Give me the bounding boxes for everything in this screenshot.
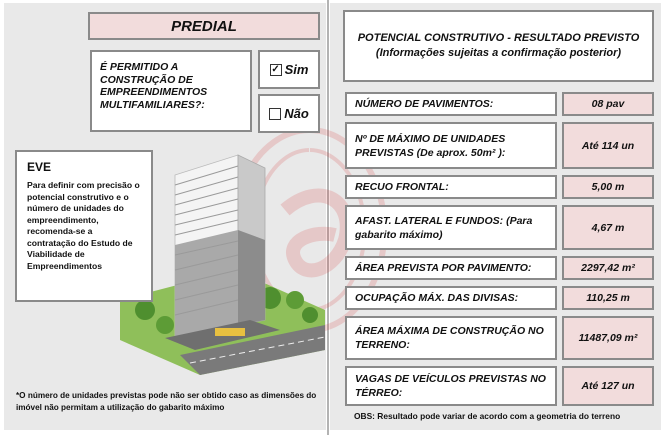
yes-checkbox-icon[interactable]: ✓: [271, 63, 280, 75]
row-value-recuo: 5,00 m: [562, 175, 654, 199]
eve-title: EVE: [27, 160, 52, 174]
option-yes-label: Sim: [284, 62, 309, 77]
row-value-ocupacao: 110,25 m: [562, 286, 654, 310]
eve-description: Para definir com precisão o potencial construtivo e o número de unidades do empreendimento, recomenda-se a contratação do Estudo de Viabilidade de Empreendimentos: [27, 180, 140, 271]
option-no-label: Não: [284, 106, 309, 121]
predial-header: PREDIAL: [88, 12, 320, 40]
multifamily-question: É PERMITIDO A CONSTRUÇÃO DE EMPREENDIMENTOS MULTIFAMILIARES?:: [90, 50, 252, 132]
option-no[interactable]: [258, 94, 320, 133]
row-label-ocupacao: OCUPAÇÃO MÁX. DAS DIVISAS:: [345, 286, 557, 310]
row-label-vagas: VAGAS DE VEÍCULOS PREVISTAS NO TÉRREO:: [345, 366, 557, 406]
no-checkbox-icon[interactable]: [269, 108, 281, 120]
row-label-afastamento: AFAST. LATERAL E FUNDOS: (Para gabarito máximo): [345, 205, 557, 250]
row-value-unidades: Até 114 un: [562, 122, 654, 169]
row-label-unidades: Nº DE MÁXIMO DE UNIDADES PREVISTAS (De aprox. 50m² ):: [345, 122, 557, 169]
result-title-box: [343, 10, 654, 82]
row-value-vagas: Até 127 un: [562, 366, 654, 406]
row-label-area-maxima: ÁREA MÁXIMA DE CONSTRUÇÃO NO TERRENO:: [345, 316, 557, 360]
eve-info-box: [15, 150, 153, 302]
row-label-recuo: RECUO FRONTAL:: [345, 175, 557, 199]
result-subtitle: (Informações sujeitas a confirmação posterior): [375, 47, 622, 59]
obs-note: OBS: Resultado pode variar de acordo com a geometria do terreno: [354, 411, 621, 421]
result-title: POTENCIAL CONSTRUTIVO - RESULTADO PREVISTO: [357, 32, 640, 44]
row-value-area-pavimento: 2297,42 m²: [562, 256, 654, 280]
row-label-area-pavimento: ÁREA PREVISTA POR PAVIMENTO:: [345, 256, 557, 280]
option-yes[interactable]: [258, 50, 320, 89]
row-value-pavimentos: 08 pav: [562, 92, 654, 116]
footnote-text: *O número de unidades previstas pode não ser obtido caso as dimensões do imóvel não permitam a utilização do gabarito máximo: [16, 391, 317, 412]
row-label-pavimentos: NÚMERO DE PAVIMENTOS:: [345, 92, 557, 116]
row-value-area-maxima: 11487,09 m²: [562, 316, 654, 360]
row-value-afastamento: 4,67 m: [562, 205, 654, 250]
